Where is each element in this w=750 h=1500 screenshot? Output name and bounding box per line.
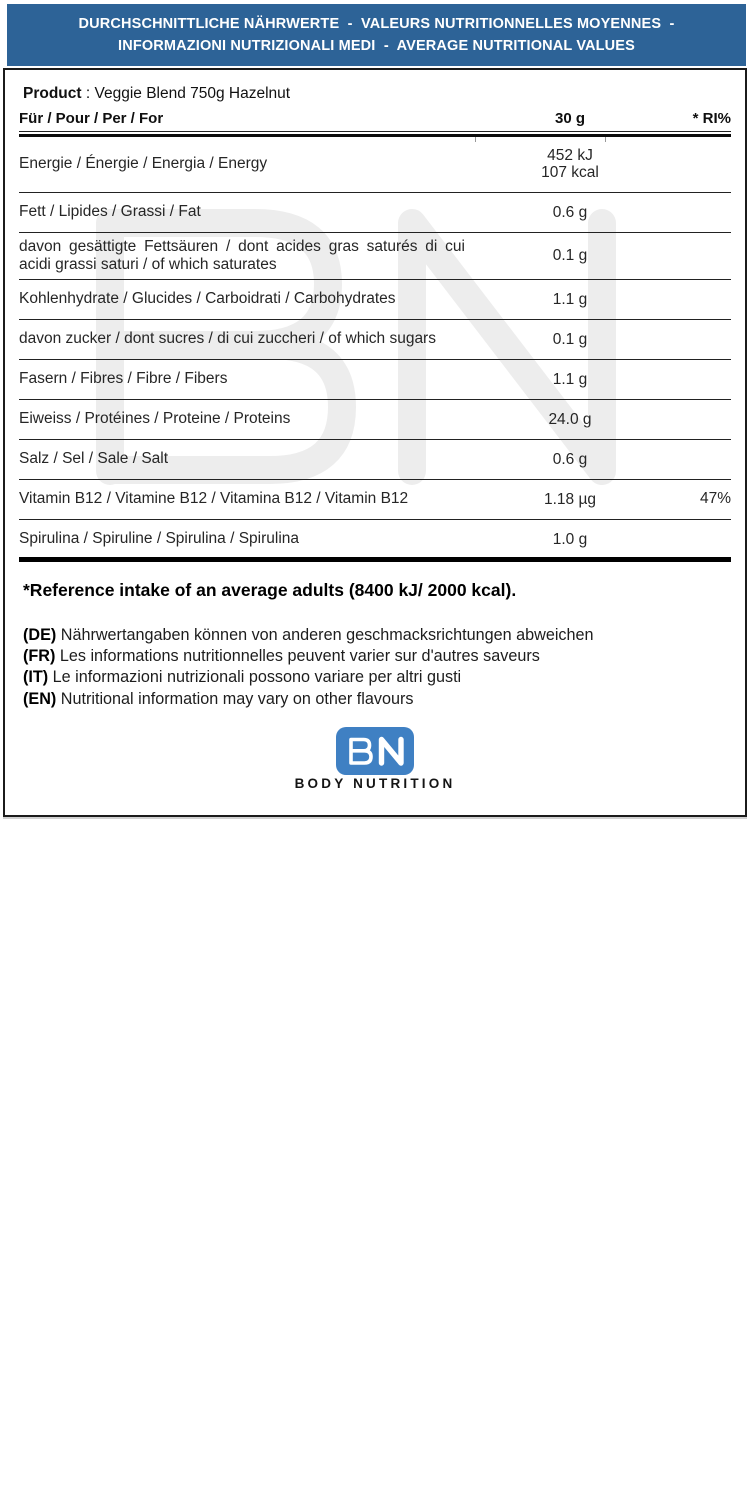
row-label: Salz / Sel / Sale / Salt	[19, 450, 169, 468]
flavour-note-line: (FR) Les informations nutritionnelles peuvent varier sur d'autres saveurs	[23, 647, 540, 665]
nutrition-rows	[19, 137, 731, 558]
flavour-note-lang: (IT)	[23, 668, 49, 687]
row-label: Fasern / Fibres / Fibre / Fibers	[19, 370, 228, 388]
bn-logo-icon	[336, 727, 414, 775]
table-row	[19, 480, 731, 520]
nutrition-panel	[3, 68, 747, 817]
row-value: 0.1 g	[552, 330, 588, 348]
table-row	[19, 193, 731, 233]
brand-name: BODY NUTRITION	[294, 776, 456, 792]
table-row	[19, 400, 731, 440]
row-label: Kohlenhydrate / Glucides / Carboidrati / Carbohydrates	[19, 290, 396, 308]
row-value: 24.0 g	[548, 410, 592, 428]
table-row	[19, 320, 731, 360]
table-row	[19, 137, 731, 193]
table-row	[19, 280, 731, 320]
product-label: Product	[23, 85, 82, 102]
row-label: Eiweiss / Protéines / Proteine / Proteins	[19, 410, 291, 428]
row-ri-percent: 47%	[699, 490, 731, 508]
row-label: Energie / Énergie / Energia / Energy	[19, 155, 268, 173]
brand-block	[19, 727, 731, 791]
row-value: 1.0 g	[552, 530, 588, 548]
row-label: davon gesättigte Fettsäuren / dont acides gras saturés di cui acidi grassi saturi / of which saturates	[19, 237, 465, 273]
table-header-row	[19, 110, 731, 132]
column-header-amount: 30 g	[554, 110, 585, 127]
row-value: 0.6 g	[552, 203, 588, 221]
flavour-variation-notes	[23, 625, 727, 711]
row-value: 1.18 µg	[543, 490, 597, 508]
column-header-ri: * RI%	[692, 110, 731, 127]
row-value: 452 kJ 107 kcal	[541, 147, 599, 182]
header-line1: DURCHSCHNITTLICHE NÄHRWERTE - VALEURS NUTRITIONNELLES MOYENNES -	[78, 16, 675, 32]
row-label: Vitamin B12 / Vitamine B12 / Vitamina B12 / Vitamin B12	[19, 490, 409, 508]
flavour-note-lang: (FR)	[23, 647, 56, 665]
reference-intake-note: *Reference intake of an average adults (8400 kJ/ 2000 kcal).	[23, 579, 517, 600]
row-value: 0.6 g	[552, 450, 588, 468]
header-banner	[7, 4, 746, 66]
row-label: Spirulina / Spiruline / Spirulina / Spirulina	[19, 530, 300, 548]
flavour-note-line: (DE) Nährwertangaben können von anderen geschmacksrichtungen abweichen	[23, 625, 594, 644]
row-value: 1.1 g	[552, 370, 588, 388]
table-row	[19, 360, 731, 400]
row-value: 0.1 g	[552, 247, 588, 265]
flavour-note-line: (EN) Nutritional information may vary on other flavours	[23, 689, 414, 708]
row-value: 1.1 g	[552, 290, 588, 308]
flavour-note-lang: (DE)	[23, 625, 57, 644]
flavour-note-line: (IT) Le informazioni nutrizionali possono variare per altri gusti	[23, 668, 462, 687]
row-label: davon zucker / dont sucres / di cui zuccheri / of which sugars	[19, 330, 436, 348]
product-name: : Veggie Blend 750g Hazelnut	[81, 85, 291, 102]
table-row	[19, 440, 731, 480]
column-header-for: Für / Pour / Per / For	[19, 110, 164, 127]
product-line	[23, 85, 727, 103]
panel-content	[5, 85, 745, 791]
header-line2: INFORMAZIONI NUTRIZIONALI MEDI - AVERAGE NUTRITIONAL VALUES	[118, 38, 635, 54]
row-label: Fett / Lipides / Grassi / Fat	[19, 203, 201, 221]
table-bottom-rule	[19, 557, 731, 562]
table-row	[19, 520, 731, 558]
table-row	[19, 233, 731, 280]
flavour-note-lang: (EN)	[23, 689, 57, 708]
table-header-rule	[19, 134, 731, 137]
